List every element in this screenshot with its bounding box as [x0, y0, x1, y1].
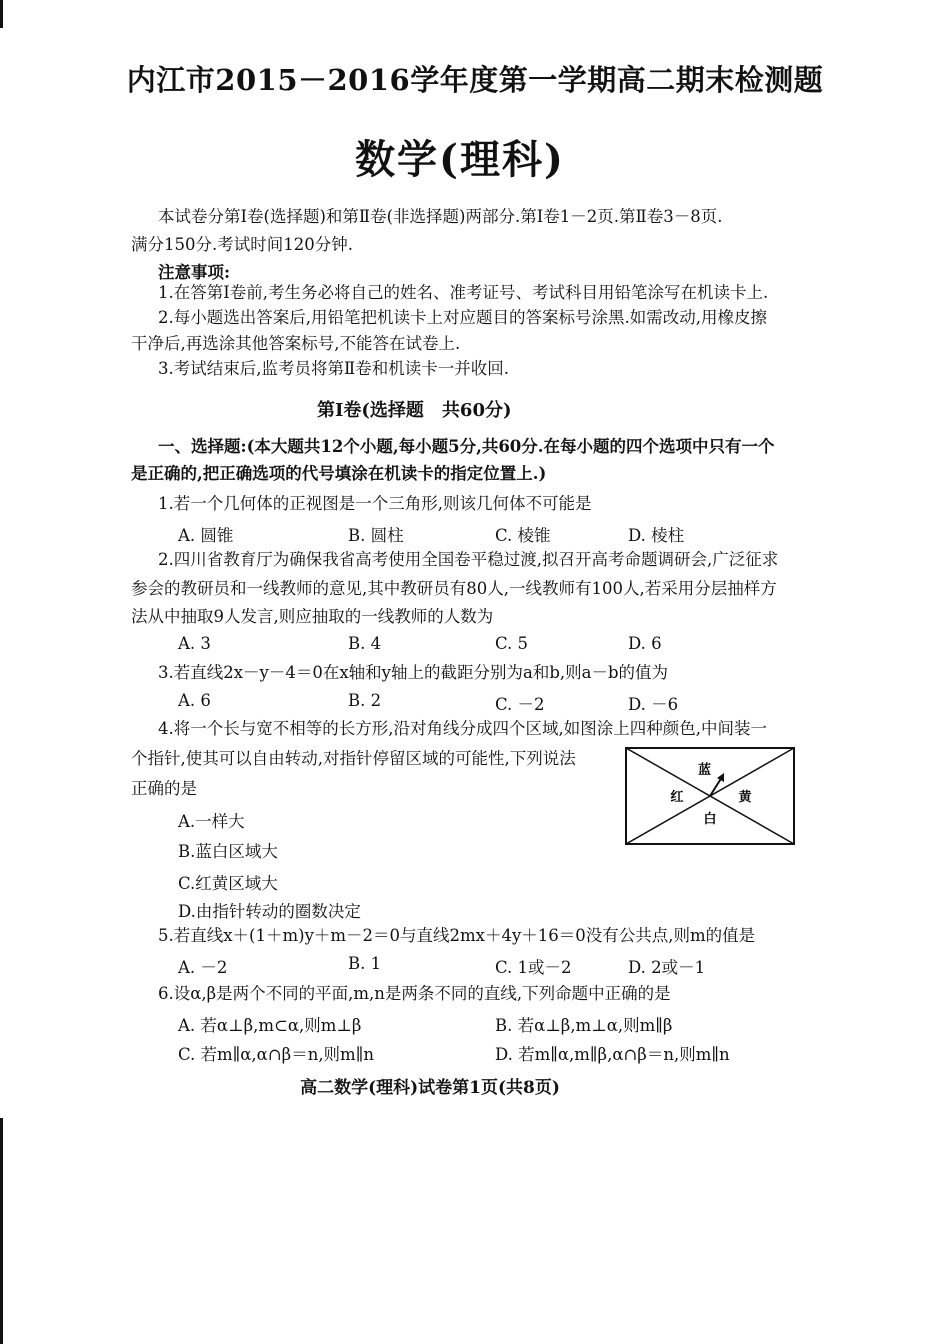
q4-line-2: 个指针,使其可以自由转动,对指针停留区域的可能性,下列说法 — [131, 749, 576, 768]
q5-option-a: A. －2 — [178, 958, 228, 977]
q2-option-b: B. 4 — [348, 634, 382, 653]
q4-line-3: 正确的是 — [131, 779, 197, 798]
rectangle-diagram — [625, 747, 795, 845]
section-instructions-2: 是正确的,把正确选项的代号填涂在机读卡的指定位置上.) — [131, 464, 547, 483]
region-label-right: 黄 — [738, 790, 752, 805]
q2-option-d: D. 6 — [628, 634, 662, 653]
q6-option-a: A. 若α⊥β,m⊂α,则m⊥β — [178, 1016, 362, 1035]
q6-stem: 6.设α,β是两个不同的平面,m,n是两条不同的直线,下列命题中正确的是 — [158, 984, 671, 1003]
q5-stem: 5.若直线x＋(1＋m)y＋m－2＝0与直线2mx＋4y＋16＝0没有公共点,则m的值是 — [158, 926, 756, 945]
q2-option-c: C. 5 — [495, 634, 529, 653]
q5-option-d: D. 2或－1 — [628, 958, 706, 977]
scan-edge-bottom — [0, 1118, 3, 1344]
section-heading: 第Ⅰ卷(选择题 共60分) — [317, 400, 512, 421]
region-label-left: 红 — [670, 790, 684, 805]
page-footer: 高二数学(理科)试卷第1页(共8页) — [300, 1078, 560, 1098]
q1-option-d: D. 棱柱 — [628, 526, 685, 545]
q4-line-1: 4.将一个长与宽不相等的长方形,沿对角线分成四个区域,如图涂上四种颜色,中间装一 — [158, 719, 767, 738]
exam-subject: 数学(理科) — [355, 136, 565, 183]
q6-option-d: D. 若m∥α,m∥β,α∩β＝n,则m∥n — [495, 1045, 730, 1064]
intro-line-1: 本试卷分第Ⅰ卷(选择题)和第Ⅱ卷(非选择题)两部分.第Ⅰ卷1－2页.第Ⅱ卷3－8页. — [158, 207, 723, 226]
region-label-bottom: 白 — [703, 812, 717, 827]
q3-option-d: D. －6 — [628, 695, 679, 714]
notes-heading: 注意事项: — [158, 263, 231, 282]
q5-option-c: C. 1或－2 — [495, 958, 572, 977]
region-label-top: 蓝 — [697, 763, 711, 778]
section-instructions-1: 一、选择题:(本大题共12个小题,每小题5分,共60分.在每小题的四个选项中只有一个 — [158, 437, 775, 456]
q2-line-2: 参会的教研员和一线教师的意见,其中教研员有80人,一线教师有100人,若采用分层抽样方 — [131, 579, 777, 598]
q1-option-b: B. 圆柱 — [348, 526, 404, 545]
q3-option-b: B. 2 — [348, 691, 382, 710]
q1-option-a: A. 圆锥 — [178, 526, 234, 545]
q6-option-c: C. 若m∥α,α∩β＝n,则m∥n — [178, 1045, 374, 1064]
note-2a: 2.每小题选出答案后,用铅笔把机读卡上对应题目的答案标号涂黑.如需改动,用橡皮擦 — [158, 308, 767, 327]
q6-option-b: B. 若α⊥β,m⊥α,则m∥β — [495, 1016, 673, 1035]
q3-stem: 3.若直线2x－y－4＝0在x轴和y轴上的截距分别为a和b,则a－b的值为 — [158, 663, 669, 682]
note-3: 3.考试结束后,监考员将第Ⅱ卷和机读卡一并收回. — [158, 359, 509, 378]
q3-option-c: C. －2 — [495, 695, 545, 714]
q4-option-a: A.一样大 — [178, 812, 245, 831]
q4-option-c: C.红黄区域大 — [178, 874, 278, 893]
q1-stem: 1.若一个几何体的正视图是一个三角形,则该几何体不可能是 — [158, 494, 592, 513]
scan-edge-top — [0, 0, 3, 28]
q5-option-b: B. 1 — [348, 954, 382, 973]
note-2b: 干净后,再选涂其他答案标号,不能答在试卷上. — [131, 334, 461, 353]
q3-option-a: A. 6 — [178, 691, 211, 710]
q2-line-1: 2.四川省教育厅为确保我省高考使用全国卷平稳过渡,拟召开高考命题调研会,广泛征求 — [158, 550, 779, 569]
intro-line-2: 满分150分.考试时间120分钟. — [131, 235, 353, 254]
q2-option-a: A. 3 — [178, 634, 211, 653]
q2-line-3: 法从中抽取9人发言,则应抽取的一线教师的人数为 — [131, 607, 494, 626]
q1-option-c: C. 棱锥 — [495, 526, 551, 545]
note-1: 1.在答第Ⅰ卷前,考生务必将自己的姓名、准考证号、考试科目用铅笔涂写在机读卡上. — [158, 283, 769, 302]
q4-option-d: D.由指针转动的圈数决定 — [178, 902, 361, 921]
q4-option-b: B.蓝白区域大 — [178, 842, 278, 861]
exam-title: 内江市2015－2016学年度第一学期高二期末检测题 — [126, 63, 824, 97]
